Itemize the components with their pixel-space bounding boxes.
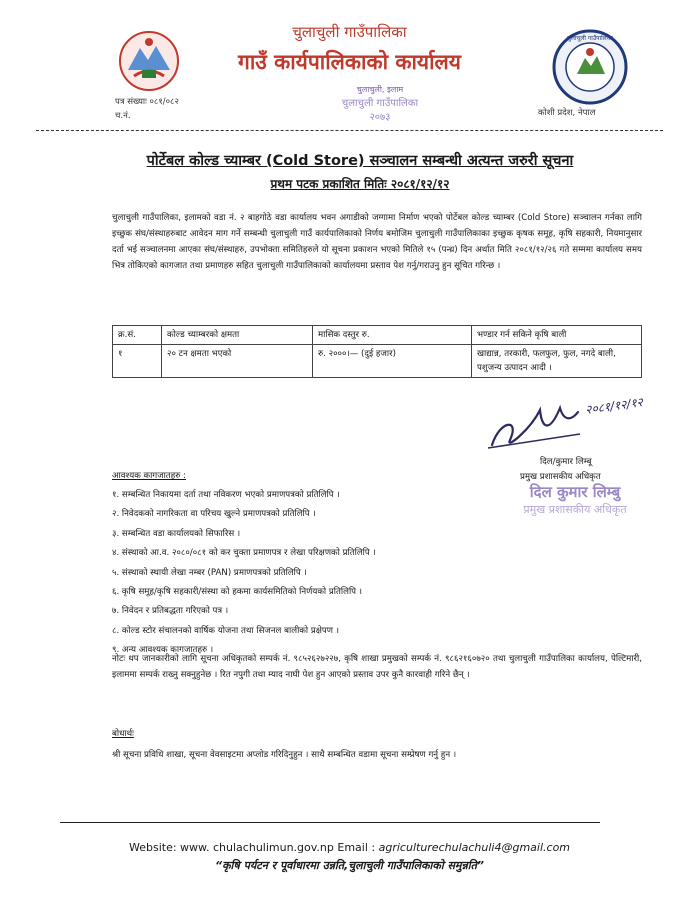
cc-body: श्री सूचना प्रविधि शाखा, सूचना वेवसाइटमा अप्लोड गरिदिनुहुन । साथै सम्बन्धित वडामा सूचना सम्प्रेषण गर्नु हुन । — [112, 750, 457, 760]
contact-note: नोटः थप जानकारीको लागि सूचना अधिकृतको सम्पर्क नं. ९८५२६२७२२७, कृषि शाखा प्रमुखको सम्पर्क नं. ९८६२१६०७२० तथा चुलाचुली गाउँपालिका कार्यालय, पेल्टिमारी, इलाममा सम्पर्क राख्नु सक्नुहुनेछ । रित नपुगी तथा म्याद नाघी पेश हुन आएको प्रस्ताव उपर कुनै कारवाही गरिने छैन् । — [112, 654, 642, 680]
cold-store-table — [112, 325, 642, 378]
list-item: ८. कोल्ड स्टोर संचालनको वार्षिक योजना तथा सिजनल बालीको प्रक्षेपण । — [112, 625, 339, 636]
reference-number: पत्र संख्याः ०८१/०८२ — [115, 97, 179, 107]
table-cell: खाद्यान्न, तरकारी, फलफुल, फुल, नगदे बाली, पशुजन्य उत्पादन आदी । — [472, 345, 642, 378]
table-cell: २० टन क्षमता भएको — [162, 345, 313, 378]
published-date: प्रथम पटक प्रकाशित मितिः २०८१/१२/१२ — [270, 177, 450, 191]
list-item: ४. संस्थाको आ.व. २०८०/०८१ को कर चुक्ता प्रमाणपत्र र लेखा परिक्षणको प्रतिलिपि । — [112, 548, 376, 559]
province-label: कोशी प्रदेश, नेपाल — [538, 108, 596, 118]
list-item: ३. सम्बन्धित वडा कार्यालयको सिफारिस । — [112, 528, 241, 539]
table-row — [113, 345, 642, 378]
cc-heading: बोधार्थः — [112, 729, 134, 739]
header-divider — [36, 130, 663, 131]
list-item: ७. निवेदन र प्रतिबद्धता गरिएको पत्र । — [112, 606, 229, 617]
table-header-cell: भण्डार गर्न सकिने कृषि बाली — [472, 326, 642, 345]
municipality-name: चुलाचुली गाउँपालिका — [292, 23, 407, 41]
footer-divider — [60, 822, 600, 823]
table-header-row — [113, 326, 642, 345]
handwritten-date: २०८१/१२/१२ — [584, 395, 644, 417]
list-item: ६. कृषि समूह/कृषि सहकारी/संस्था को हकमा कार्यसमितिको निर्णयको प्रतिलिपि । — [112, 587, 363, 598]
footer-contact — [0, 841, 699, 854]
notice-body: चुलाचुली गाउँपालिका, इलामको वडा नं. २ बाहगोठे वडा कार्यालय भवन अगाडीको जग्गामा निर्माण भएको पोर्टेबल कोल्ड च्याम्बर (Cold Store) सञ्चालन गर्नका लागि इच्छुक संघ/संस्थाहरुबाट आवेदन माग गर्ने सम्बन्धी चुलाचुली गाउँ कार्यपालिकाको निर्णय बमोजिम चुलाचुली गाउँपालिकाका इच्छुक कृषक समूह, कृषि सहकारी, नियमानुसार दर्ता भई सञ्चालनमा आएका संघ/संस्थाहरु, उपभोक्ता समितिहरुले यो सूचना प्रकाशन भएको मितिले १५ (पन्ध्र) दिन अर्थात मिति २०८१/१२/२६ गते सम्ममा कार्यालय समय भित्र तोकिएको कागजात तथा प्रमाणहरु सहित चुलाचुली गाउँपालिकाको कार्यालयमा प्रस्ताव पेश गर्नु/गराउनु हुन सूचित गरिन्छ । — [112, 213, 642, 271]
list-item: ९. अन्य आवश्यक कागजातहरु । — [112, 645, 214, 656]
table-header-cell: कोल्ड च्याम्बरको क्षमता — [162, 326, 313, 345]
municipality-slogan: “कृषि पर्यटन र पूर्वाधारमा उन्नति,चुलाचुली गाउँपालिकाको समुन्नति” — [215, 859, 484, 872]
table-header-cell: मासिक दस्तुर रु. — [313, 326, 472, 345]
website-text: Website: www. chulachulimun.gov.np — [128, 841, 334, 854]
email-label: Email : — [337, 841, 376, 854]
dispatch-number: च.नं. — [115, 111, 131, 121]
table-cell: रु. २०००।— (दुई हजार) — [313, 345, 472, 378]
list-item: ५. संस्थाको स्थायी लेखा नम्बर (PAN) प्रमाणपत्रको प्रतिलिपि । — [112, 567, 307, 578]
table-cell: १ — [113, 345, 162, 378]
documents-list — [112, 486, 632, 661]
stamp-name: दिल कुमार लिम्बु — [529, 483, 621, 501]
list-item: २. निवेदकको नागरिकता वा परिचय खुल्ने प्रमाणपत्रको प्रतिलिपि । — [112, 509, 316, 520]
stamp-title: प्रमुख प्रशासकीय अधिकृत — [523, 503, 627, 516]
signatory-designation: प्रमुख प्रशासकीय अधिकृत — [520, 472, 601, 482]
documents-heading: आवश्यक कागजातहरु : — [112, 471, 187, 481]
email-link[interactable]: agriculturechulachuli4@gmail.com — [378, 841, 571, 854]
notice-title: पोर्टेबल कोल्ड च्याम्बर (Cold Store) सञ्चालन सम्बन्धी अत्यन्त जरुरी सूचना — [146, 153, 574, 169]
stamp-line: चुलाचुली, इलाम — [356, 85, 404, 94]
signatory-name: दिल/कुमार लिम्बू — [540, 457, 592, 467]
list-item: १. सम्बन्धित निकायमा दर्ता तथा नविकरण भएको प्रमाणपत्रको प्रतिलिपि । — [112, 490, 340, 500]
office-title: गाउँ कार्यपालिकाको कार्यालय — [238, 50, 461, 74]
stamp-line: चुलाचुली गाउँपालिका — [341, 98, 419, 109]
table-header-cell: क्र.सं. — [113, 326, 162, 345]
seal-label: चुलाचुली गाउँपालिका — [567, 35, 613, 42]
stamp-line: २०७३ — [369, 112, 391, 123]
